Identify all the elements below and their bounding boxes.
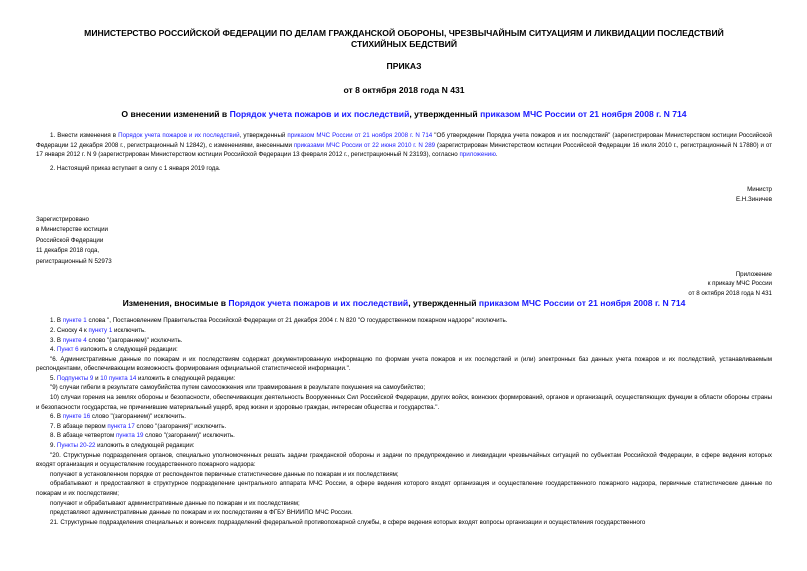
signature-role: Министр: [747, 186, 772, 194]
appendix-label: Приложение: [735, 270, 772, 278]
appendix-title-link-order[interactable]: приказом МЧС России от 21 ноября 2008 г. N 714: [478, 298, 686, 309]
link-point-6[interactable]: Пункт 6: [56, 346, 79, 354]
order-paragraph-1: 1. Внести изменения в Порядок учета пожаров и их последствий, утвержденный приказом МЧС России от 21 ноября 2008 г. N 714 "Об утверждении Порядка учета пожаров и их последствий" (зарегистрирован Министерством юстиции Российской Федерации 12 декабря 2008 г., регистрационный N 12842), с изменениями, внесенными приказами МЧС России от 22 июня 2010 г. N 289 (зарегистрирован Министерством юстиции Российской Федерации 16 июля 2010 г., регистрационный N 17880) и от 17 января 2012 г. N 9 (зарегистрирован Министерством юстиции Российской Федерации 13 февраля 2012 г., регистрационный N 23193), согласно приложению.: [36, 132, 772, 159]
link-point-14[interactable]: 10 пункта 14: [100, 374, 137, 382]
signature-name: Е.Н.Зиничев: [735, 195, 772, 203]
link-point-17[interactable]: пункта 17: [107, 422, 135, 430]
link-point-1[interactable]: пункте 1: [62, 317, 87, 325]
link-point-19[interactable]: пункта 19: [115, 432, 144, 440]
change-4: 4. Пункт 6 изложить в следующей редакции:: [50, 346, 178, 354]
change-1: 1. В пункте 1 слова ", Постановлением Правительства Российской Федерации от 21 декабря 2004 г. N 820 "О государственном пожарном надзоре" исключить.: [50, 317, 508, 325]
doc-type-heading: ПРИКАЗ: [386, 61, 422, 71]
link-subpoint-9[interactable]: Подпункты 9: [56, 374, 94, 382]
link-order-714[interactable]: приказом МЧС России от 21 ноября 2008 г. N 714: [287, 132, 433, 139]
appendix-title: Изменения, вносимые в Порядок учета пожаров и их последствий, утвержденный приказом МЧС России от 21 ноября 2008 г. N 714: [122, 298, 686, 309]
link-point-1-footnote[interactable]: пункту 1: [88, 326, 113, 334]
title-link-procedure[interactable]: Порядок учета пожаров и их последствий: [229, 109, 410, 119]
appendix-title-link-procedure[interactable]: Порядок учета пожаров и их последствий: [228, 298, 409, 309]
change-7: 7. В абзаце первом пункта 17 слово "(загорания)" исключить.: [50, 422, 227, 430]
change-2: 2. Сноску 4 к пункту 1 исключить.: [50, 326, 146, 334]
appendix-to-order: к приказу МЧС России: [707, 280, 772, 288]
change-5: 5. Подпункты 9 и 10 пункта 14 изложить в следующей редакции:: [50, 374, 236, 382]
order-paragraph-2: 2. Настоящий приказ вступает в силу с 1 января 2019 года.: [50, 164, 221, 172]
quote-point-20: "20. Структурные подразделения органов, специально уполномоченных решать задачи гражданской обороны и задачи по предупреждению и ликвидации чрезвычайных ситуаций по субъектам Российской Федерации, в сфере ведения которых входят организация и осуществление государственного пожарного надзора:: [36, 451, 772, 469]
quote-point-21: 21. Структурные подразделения специальных и воинских подразделений федеральной противопожарной службы, в сфере ведения которых входят вопросы организации и осуществления государственного: [50, 518, 646, 526]
document-page: [36, 28, 772, 527]
quote-point-20-item-3: получают и обрабатывают административные данные по пожарам и их последствиям;: [50, 499, 300, 507]
quote-point-20-item-1: получают в установленном порядке от респондентов первичные статистические данные по пожарам и их последствиям;: [50, 470, 399, 478]
registration-block: Зарегистрировано в Министерстве юстиции Российской Федерации 11 декабря 2018 года, регистрационный N 52973: [36, 215, 112, 265]
quote-point-20-item-2: обрабатывают и предоставляют в структурное подразделение центрального аппарата МЧС России, в сфере ведения которого входят организация и осуществление государственного пожарного надзора, первичные статистические данные по пожарам и их последствиям;: [36, 480, 772, 497]
link-appendix[interactable]: приложению: [459, 151, 496, 159]
change-3: 3. В пункте 4 слово "(загоранием)" исключить.: [50, 336, 183, 344]
change-9: 9. Пункты 20-22 изложить в следующей редакции:: [50, 442, 195, 450]
link-point-4[interactable]: пункте 4: [62, 336, 87, 344]
change-8: 8. В абзаце четвертом пункта 19 слово "(загорании)" исключить.: [50, 432, 235, 440]
appendix-date: от 8 октября 2018 года N 431: [688, 289, 772, 297]
link-point-16[interactable]: пункте 16: [62, 413, 91, 421]
order-title: О внесении изменений в Порядок учета пожаров и их последствий, утвержденный приказом МЧС России от 21 ноября 2008 г. N 714: [121, 109, 687, 119]
quote-point-6: "6. Административные данные по пожарам и их последствиям содержат документированную информацию по формам учета пожаров и их последствий и (или) электронных баз данных учета пожаров и их последствий, устанавливаемым респондентами, обеспечивающим возможность формирования официальной статистической информации.".: [36, 355, 772, 373]
title-link-order-714[interactable]: приказом МЧС России от 21 ноября 2008 г. N 714: [480, 109, 687, 119]
doc-date-heading: от 8 октября 2018 года N 431: [343, 85, 465, 95]
link-points-20-22[interactable]: Пункты 20-22: [56, 442, 96, 450]
quote-subpoint-10: 10) случаи горения на землях обороны и безопасности, обеспечивающих деятельность Вооруженных Сил Российской Федерации, других войск, воинских формирований, органов и организаций, осуществляющих функции в области обороны страны и безопасности государства, не причинившие материальный ущерб, вред жизни и здоровью граждан, интересам общества и государства.".: [36, 394, 772, 411]
quote-point-20-item-4: представляют административные данные по пожарам и их последствиям в ФГБУ ВНИИПО МЧС России.: [50, 509, 353, 517]
link-orders-289[interactable]: приказами МЧС России от 22 июня 2010 г. N 289: [293, 141, 436, 149]
ministry-heading: МИНИСТЕРСТВО РОССИЙСКОЙ ФЕДЕРАЦИИ ПО ДЕЛАМ ГРАЖДАНСКОЙ ОБОРОНЫ, ЧРЕЗВЫЧАЙНЫМ СИТУАЦИЯМ И ЛИКВИДАЦИИ ПОСЛЕДСТВИЙ СТИХИЙНЫХ БЕДСТВИЙ: [84, 28, 724, 49]
quote-subpoint-9: "9) случаи гибели в результате самоубийства путем самосожжения или травмирования в результате покушения на самоубийство;: [50, 384, 426, 392]
link-procedure[interactable]: Порядок учета пожаров и их последствий: [118, 132, 240, 139]
change-6: 6. В пункте 16 слово "(загоранием)" исключить.: [50, 413, 186, 421]
